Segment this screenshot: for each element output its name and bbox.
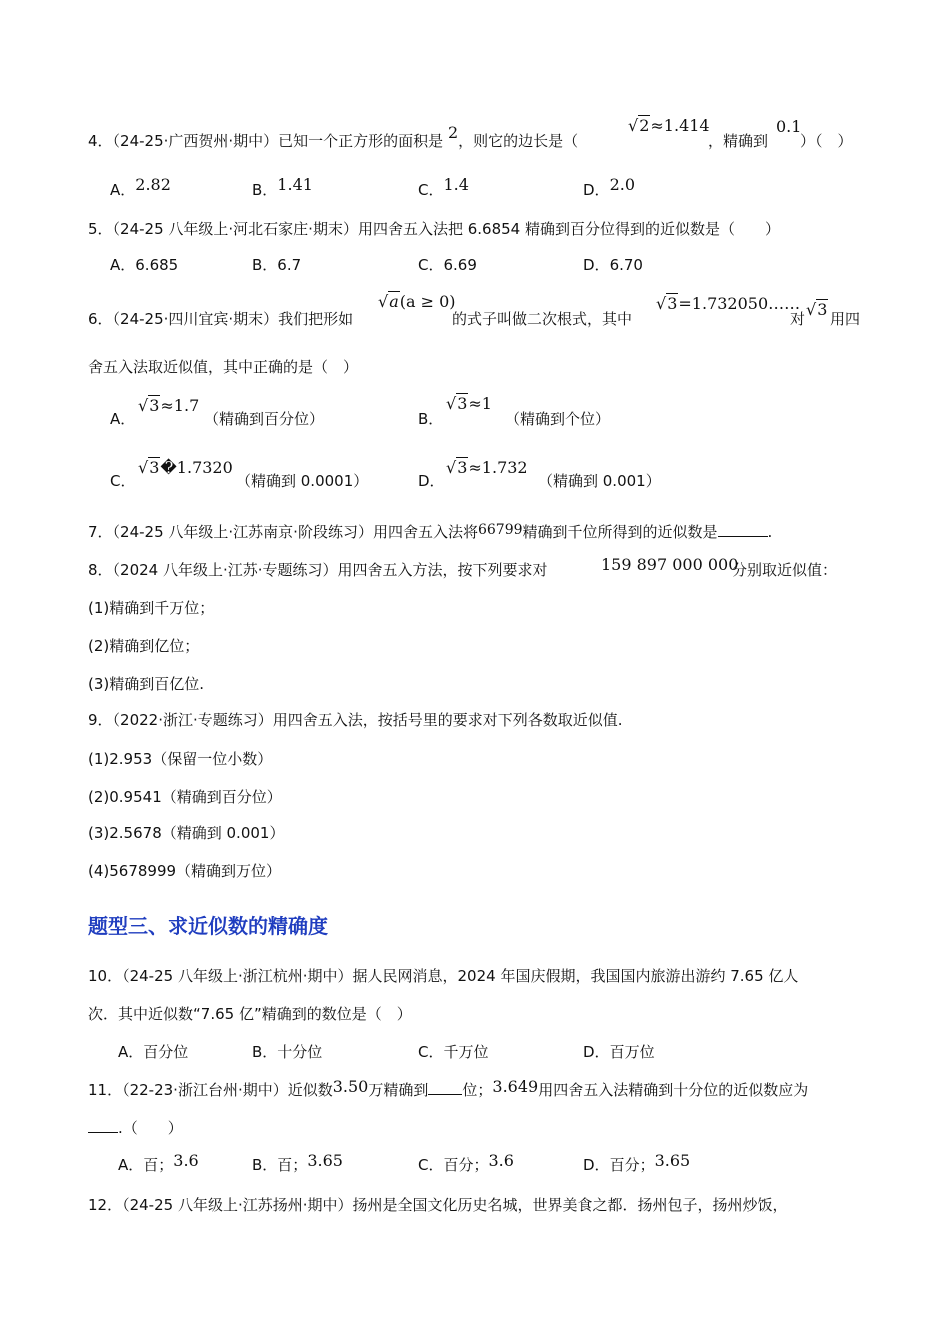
option-a[interactable]: A．百；3.6 (118, 1151, 199, 1174)
question-11-line2: .（ ） (88, 1118, 183, 1138)
question-9-line: 9．（2022·浙江·专题练习）用四舍五入法，按括号里的要求对下列各数取近似值. (88, 711, 623, 729)
math-value: 0.1 (776, 117, 802, 136)
question-5-line: 5．（24-25 八年级上·河北石家庄·期末）用四舍五入法把 6.6854 精确到百分位得到的近似数是（ ） (88, 220, 780, 238)
option-c[interactable]: C．百分；3.6 (418, 1151, 514, 1174)
option-d[interactable]: D．百分；3.65 (583, 1151, 691, 1174)
option-c[interactable]: C． (110, 472, 136, 490)
sub-question: (1)2.953（保留一位小数） (88, 750, 273, 768)
option-b[interactable]: B．十分位 (252, 1043, 323, 1061)
sub-question: (2)0.9541（精确到百分位） (88, 788, 282, 806)
option-a[interactable]: A．2.82 (110, 175, 171, 199)
answer-blank[interactable] (88, 1118, 118, 1133)
option-a[interactable]: A．百分位 (118, 1043, 189, 1061)
question-12-line: 12．（24-25 八年级上·江苏扬州·期中）扬州是全国文化历史名城，世界美食之都．扬州包子，扬州炒饭， (88, 1196, 788, 1214)
option-c[interactable]: C．1.4 (418, 175, 469, 199)
question-number: 6． (88, 310, 113, 328)
question-number: 7． (88, 523, 113, 541)
option-a[interactable]: A．6.685 (110, 256, 179, 274)
question-number: 11． (88, 1081, 123, 1099)
math-value: 159 897 000 000 (601, 555, 739, 574)
option-b[interactable]: B．6.7 (252, 256, 302, 274)
option-d[interactable]: D．6.70 (583, 256, 643, 274)
question-10-line: 10．（24-25 八年级上·浙江杭州·期中）据人民网消息，2024 年国庆假期，我国国内旅游出游约 7.65 亿人 (88, 967, 799, 985)
question-number: 9． (88, 711, 113, 729)
answer-blank[interactable] (718, 522, 768, 537)
option-b[interactable]: B．百；3.65 (252, 1151, 343, 1174)
option-d[interactable]: D．2.0 (583, 175, 636, 199)
question-number: 10． (88, 967, 123, 985)
math-value: 2 (447, 123, 459, 142)
option-b[interactable]: B．1.41 (252, 175, 313, 199)
question-8-line: 8．（2024 八年级上·江苏·专题练习）用四舍五入方法，按下列要求对 (88, 561, 548, 579)
question-number: 4． (88, 132, 113, 150)
question-source: （24-25 八年级上·浙江杭州·期中） (122, 967, 353, 985)
option-c[interactable]: C．6.69 (418, 256, 477, 274)
sqrt-approx: √2≈1.414 (628, 116, 710, 135)
question-4-tail: ，精确到 (708, 132, 769, 150)
question-7-line: 7．（24-25 八年级上·江苏南京·阶段练习）用四舍五入法将66799精确到千位所得到的近似数是 . (88, 522, 773, 541)
question-10-line2: 次．其中近似数“7.65 亿”精确到的数位是（ ） (88, 1005, 412, 1023)
answer-blank[interactable] (428, 1080, 462, 1095)
question-source: （24-25 八年级上·江苏南京·阶段练习） (112, 523, 373, 541)
question-number: 8． (88, 561, 113, 579)
question-source: （24-25·四川宜宾·期末） (112, 310, 279, 328)
question-4-line: 4．（24-25·广西贺州·期中）已知一个正方形的面积是 2，则它的边长是（ (88, 123, 579, 150)
option-c[interactable]: C．千万位 (418, 1043, 489, 1061)
radical-form: √a(a ≥ 0) (378, 292, 456, 311)
question-source: （24-25 八年级上·河北石家庄·期末） (112, 220, 358, 238)
question-6-line: 6．（24-25·四川宜宾·期末）我们把形如 (88, 310, 354, 328)
math-value: 3.649 (492, 1077, 539, 1096)
math-value: 66799 (477, 522, 523, 538)
sub-question: (2)精确到亿位； (88, 637, 200, 655)
sub-question: (3)精确到百亿位. (88, 675, 205, 693)
question-source: （22-23·浙江台州·期中） (122, 1081, 288, 1099)
sub-question: (3)2.5678（精确到 0.001） (88, 824, 285, 842)
option-a[interactable]: A． (110, 410, 136, 428)
option-d[interactable]: D． (418, 472, 445, 490)
section-heading: 题型三、求近似数的精确度 (88, 914, 328, 938)
sub-question: (4)5678999（精确到万位） (88, 862, 282, 880)
question-6-line2: 舍五入法取近似值，其中正确的是（ ） (88, 358, 359, 376)
sqrt-value: √3=1.732050…… (656, 294, 801, 313)
sub-question: (1)精确到千万位； (88, 599, 215, 617)
question-source: （24-25 八年级上·江苏扬州·期中） (122, 1196, 353, 1214)
question-source: （24-25·广西贺州·期中） (112, 132, 279, 150)
question-source: （2024 八年级上·江苏·专题练习） (112, 561, 338, 579)
option-d[interactable]: D．百万位 (583, 1043, 655, 1061)
option-b[interactable]: B． (418, 410, 444, 428)
question-11-line: 11．（22-23·浙江台州·期中）近似数3.50万精确到 位；3.649用四舍五入法精确到十分位的近似数应为 (88, 1077, 809, 1099)
math-value: 3.50 (332, 1077, 369, 1096)
question-number: 5． (88, 220, 113, 238)
question-number: 12． (88, 1196, 123, 1214)
question-source: （2022·浙江·专题练习） (112, 711, 273, 729)
sqrt-value: √3 (806, 300, 828, 319)
